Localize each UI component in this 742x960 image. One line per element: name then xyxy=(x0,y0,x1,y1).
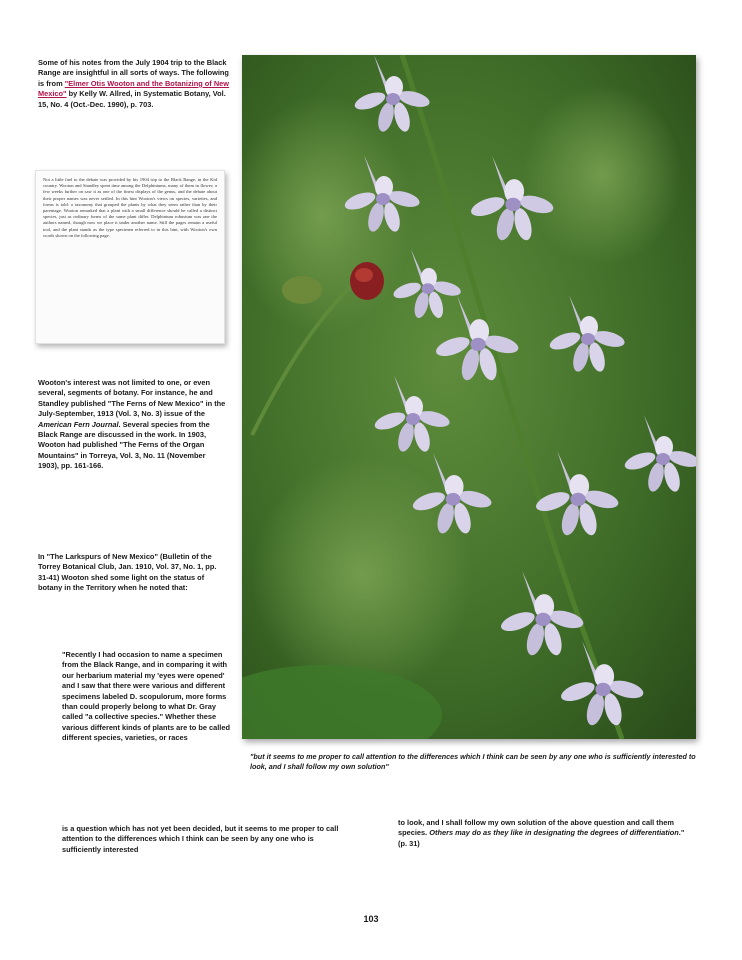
larkspur-flowers-photo xyxy=(242,55,696,739)
quote-emphasis: Others may do as they like in designating the degrees of differentiation xyxy=(429,828,679,838)
block-quote-continued-left: is a question which has not yet been decided, but it seems to me proper to call attention to the differences which I think can be seen by any one who is sufficiently interested xyxy=(62,824,339,854)
intro-paragraph xyxy=(38,58,234,110)
larkspur-photo xyxy=(242,55,696,739)
intro-lead: Some of his notes from the July 1904 trip to the Black Range are insightful in all sorts of ways. The following is from xyxy=(38,58,229,88)
excerpt-text: Not a little fuel to the debate was provided by his 1904 trip to the Black Range, in the Kid country. Wooton and Standley spent time among the Delphiniums, many of them in flower; a few weeks further on saw it as one of the finest displays of the genus, and the debate about their proper names was never settled. In this hint Wooton's views on species, varieties, and forms is told: a taxonomy that grouped the plants by what they seem rather than by their parentage. Wooton remarked that a plant with a small difference should be called a distinct species, just as ordinary forms of the same plant differ. Delphinium robustum was one the authors named, though now we place it under another name. Still the pages remain a useful tool, and the plant stands as the type specimen referred to in this hint, with Wooton's own words shown on the following page. xyxy=(43,177,217,238)
photo-caption: "but it seems to me proper to call attention to the differences which I think can be seen by any one who is sufficiently interested to look, and I shall follow my own solution" xyxy=(250,752,696,772)
larkspurs-paragraph: In "The Larkspurs of New Mexico" (Bulletin of the Torrey Botanical Club, Jan. 1910, Vol. 37, No. 1, pp. 31-41) Wooton shed some light on the status of botany in the Territory when he noted that: xyxy=(38,552,217,593)
article-link[interactable]: "Elmer Otis Wooton and the Botanizing of New Mexico" xyxy=(38,78,230,99)
quote-right-b: ." (p. 31) xyxy=(398,828,685,848)
block-quote-continued-right xyxy=(398,818,693,849)
journal-title: American Fern Journal xyxy=(38,419,119,429)
page-number: 103 xyxy=(363,914,379,924)
ferns-paragraph xyxy=(38,378,228,472)
excerpt-card xyxy=(35,170,225,344)
intro-tail: by Kelly W. Allred, in Systematic Botany, Vol. 15, No. 4 (Oct.-Dec. 1990), p. 703. xyxy=(38,89,226,109)
ferns-text-a: Wooton's interest was not limited to one, or even several, segments of botany. For instance, he and Standley published "The Ferns of New Mexico" in the July-September, 1913 (Vol. 3, No. 3) issue of the xyxy=(38,378,226,419)
block-quote: "Recently I had occasion to name a specimen from the Black Range, and in comparing it with our herbarium material my 'eyes were opened' and I saw that there were various and different specimens labeled D. scopulorum, more forms than could properly belong to what Dr. Gray called "a collective species." Whether these various different kinds of plants are to be called different species, varieties, or races xyxy=(62,650,230,743)
quote-right-a: to look, and I shall follow my own solution of the above question and call them species. xyxy=(398,818,674,838)
ferns-text-b: . Several species from the Black Range are discussed in the work. In 1903, Wooton had published "The Ferns of the Organ Mountains" in Torreya, Vol. 3, No. 11 (November 1903), pp. 161-166. xyxy=(38,419,210,471)
